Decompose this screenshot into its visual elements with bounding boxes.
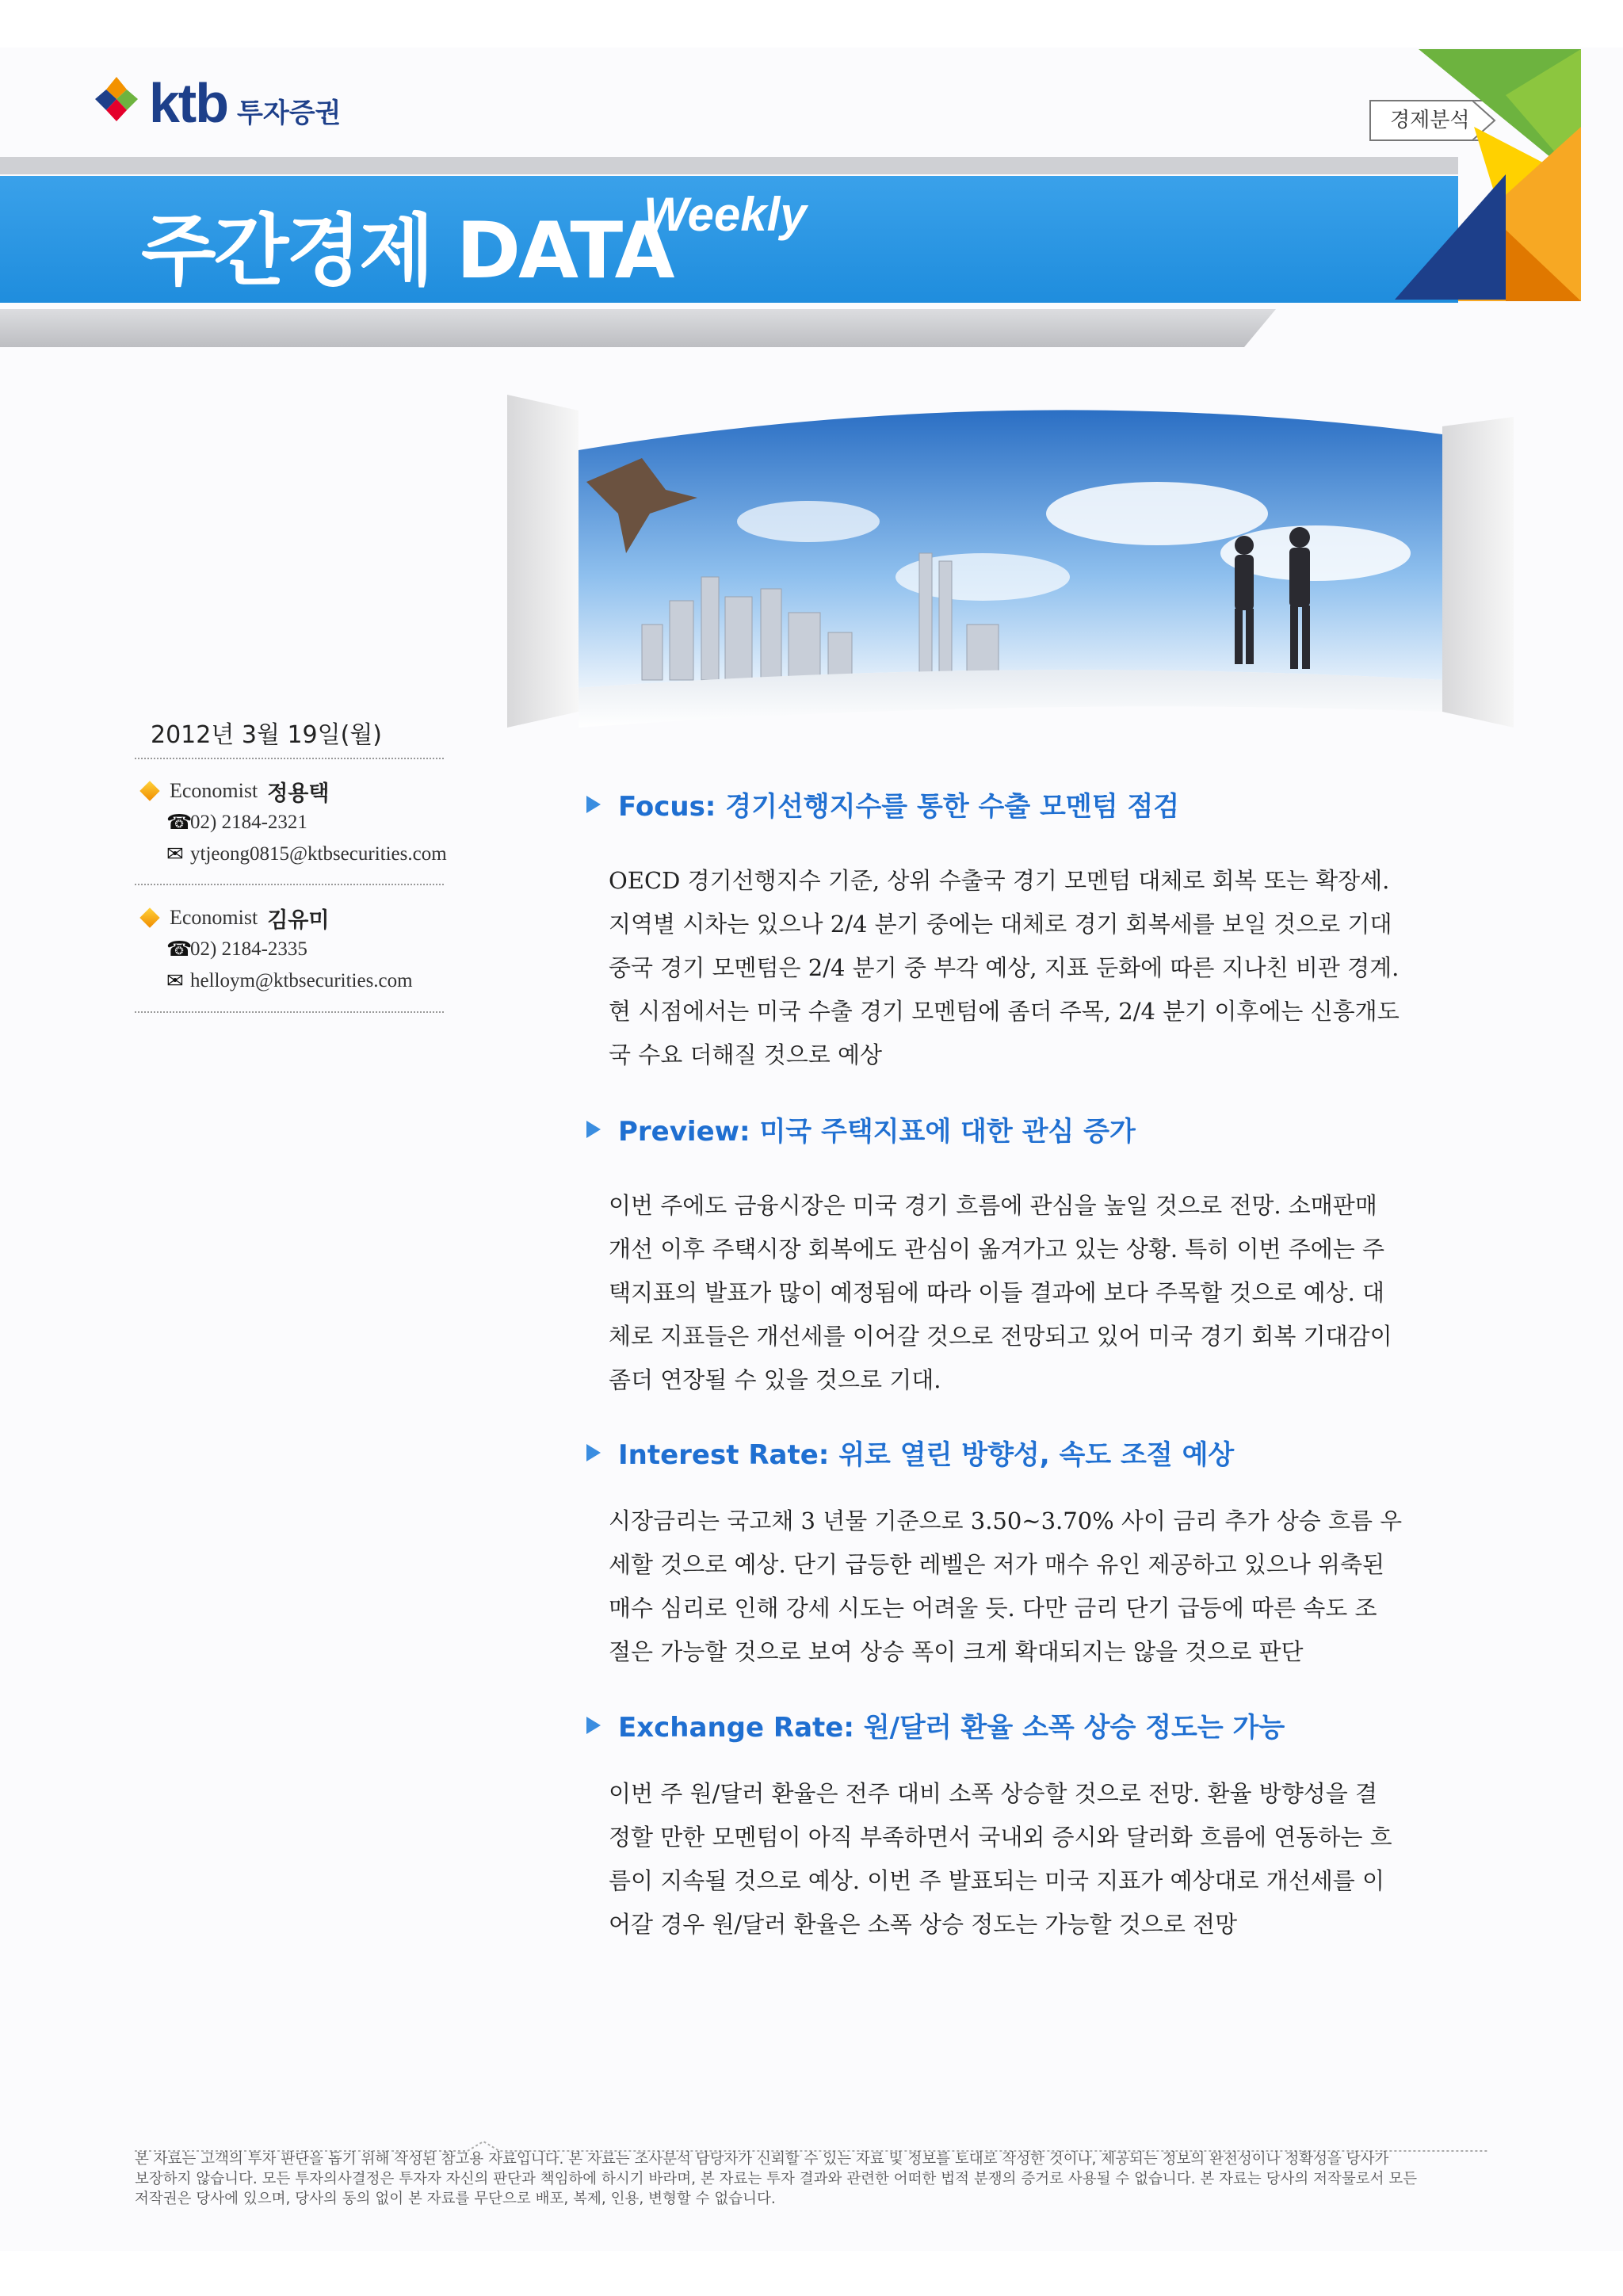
body-line: 시장금리는 국고채 3 년물 기준으로 3.50~3.70% 사이 금리 추가 상승 흐름 우	[609, 1507, 1403, 1534]
economist-phone: 02) 2184-2321	[190, 812, 307, 833]
diamond-bullet-icon	[139, 781, 159, 800]
report-title-suffix: Weekly	[643, 188, 807, 241]
economist-name: 정용택	[267, 781, 330, 806]
economist-role: Economist	[170, 906, 258, 929]
economist-card	[138, 902, 471, 997]
body-line: 중국 경기 모멘텀은 2/4 분기 중 부각 예상, 지표 둔화에 따른 지나친 비관 경계.	[609, 954, 1400, 981]
body-line: 개선 이후 주택시장 회복에도 관심이 옮겨가고 있는 상황. 특히 이번 주에는 주	[609, 1236, 1385, 1263]
section-heading-preview	[586, 1110, 1136, 1148]
phone-icon: ☎	[166, 811, 193, 834]
body-line: 체로 지표들은 개선세를 이어갈 것으로 전망되고 있어 미국 경기 회복 기대감이	[609, 1323, 1392, 1350]
triangle-bullet-icon	[586, 1444, 601, 1461]
section-body-focus	[609, 859, 1400, 1077]
economist-email[interactable]: helloym@ktbsecurities.com	[190, 970, 413, 991]
section-heading-text: Exchange Rate: 원/달러 환율 소폭 상승 정도는 가능	[618, 1712, 1285, 1744]
section-tag: 경제분석	[1369, 100, 1488, 141]
section-heading-text: Focus: 경기선행지수를 통한 수출 모멘텀 점검	[618, 791, 1180, 823]
triangle-bullet-icon	[586, 1121, 601, 1138]
section-body-preview	[609, 1184, 1392, 1402]
body-line: 국 수요 더해질 것으로 예상	[609, 1041, 883, 1068]
body-line: OECD 경기선행지수 기준, 상위 수출국 경기 모멘텀 대체로 회복 또는 확장세.	[609, 867, 1390, 894]
mail-icon: ✉	[166, 969, 184, 992]
disclaimer-line: 본 자료는 고객의 투자 판단을 돕기 위해 작성된 참고용 자료입니다. 본 자료는 조사분석 담당자가 신뢰할 수 있는 자료 및 정보를 토대로 작성한 것이나, 제공되는 정보의 완전성이나 정확성을 당사가	[135, 2151, 1389, 2168]
disclaimer-line: 보장하지 않습니다. 모든 투자의사결정은 투자자 자신의 판단과 책임하에 하시기 바라며, 본 자료는 투자 결과와 관련한 어떠한 법적 분쟁의 증거로 사용될 수 없습니다. 본 자료는 당사의 저작물로서 모든	[135, 2171, 1418, 2187]
section-heading-exchange-rate	[586, 1706, 1285, 1744]
corner-triangles-decoration	[1347, 48, 1585, 309]
phone-icon: ☎	[166, 938, 193, 961]
report-title: 주간경제 DATA	[141, 206, 673, 296]
body-line: 현 시점에서는 미국 수출 경기 모멘텀에 좀더 주목, 2/4 분기 이후에는 신흥개도	[609, 998, 1400, 1025]
body-line: 어갈 경우 원/달러 환율은 소폭 상승 정도는 가능할 것으로 전망	[609, 1911, 1238, 1938]
body-line: 이번 주 원/달러 환율은 전주 대비 소폭 상승할 것으로 전망. 환율 방향성을 결	[609, 1780, 1378, 1807]
divider	[135, 1011, 444, 1013]
brand-name: ktb	[149, 72, 227, 134]
report-date: 2012년 3월 19일(월)	[151, 721, 383, 749]
section-heading-focus	[586, 785, 1179, 823]
economist-phone: 02) 2184-2335	[190, 938, 307, 960]
economist-email[interactable]: ytjeong0815@ktbsecurities.com	[190, 843, 447, 865]
triangle-bullet-icon	[586, 796, 601, 813]
body-line: 름이 지속될 것으로 예상. 이번 주 발표되는 미국 지표가 예상대로 개선세를 이	[609, 1867, 1385, 1894]
body-line: 좀더 연장될 수 있을 것으로 기대.	[609, 1366, 941, 1393]
body-line: 세할 것으로 예상. 단기 급등한 레벨은 저가 매수 유인 제공하고 있으나 위축된	[609, 1551, 1385, 1578]
economist-role: Economist	[170, 779, 258, 802]
hero-illustration	[507, 395, 1522, 735]
economist-card	[138, 775, 471, 870]
economist-name: 김유미	[267, 907, 330, 933]
body-line: 정할 만한 모멘텀이 아직 부족하면서 국내외 증시와 달러화 흐름에 연동하는 흐	[609, 1824, 1392, 1851]
header-gray-bottom-bar	[0, 309, 1276, 347]
diamond-bullet-icon	[139, 907, 159, 927]
disclaimer	[135, 2149, 1488, 2209]
section-heading-text: Preview: 미국 주택지표에 대한 관심 증가	[618, 1116, 1136, 1148]
section-heading-interest-rate	[586, 1433, 1234, 1472]
section-body-interest-rate	[609, 1499, 1403, 1674]
divider	[135, 758, 444, 759]
section-heading-text: Interest Rate: 위로 열린 방향성, 속도 조절 예상	[618, 1439, 1235, 1471]
body-line: 택지표의 발표가 많이 예정됨에 따라 이들 결과에 보다 주목할 것으로 예상. 대	[609, 1279, 1385, 1306]
body-line: 절은 가능할 것으로 보여 상승 폭이 크게 확대되지는 않을 것으로 판단	[609, 1638, 1304, 1665]
body-line: 이번 주에도 금융시장은 미국 경기 흐름에 관심을 높일 것으로 전망. 소매판매	[609, 1192, 1377, 1219]
ktb-logo	[89, 63, 341, 143]
section-body-exchange-rate	[609, 1772, 1392, 1946]
divider	[135, 884, 444, 885]
triangle-bullet-icon	[586, 1717, 601, 1734]
header-gray-bar	[0, 157, 1458, 174]
ktb-logo-mark-icon	[89, 75, 144, 131]
body-line: 지역별 시차는 있으나 2/4 분기 중에는 대체로 경기 회복세를 보일 것으로 기대	[609, 911, 1392, 938]
body-line: 매수 심리로 인해 강세 시도는 어려울 듯. 다만 금리 단기 급등에 따른 속도 조	[609, 1595, 1377, 1622]
mail-icon: ✉	[166, 842, 184, 865]
brand-subtitle: 투자증권	[237, 97, 342, 129]
disclaimer-line: 저작권은 당사에 있으며, 당사의 동의 없이 본 자료를 무단으로 배포, 복제, 인용, 변형할 수 없습니다.	[135, 2191, 776, 2207]
